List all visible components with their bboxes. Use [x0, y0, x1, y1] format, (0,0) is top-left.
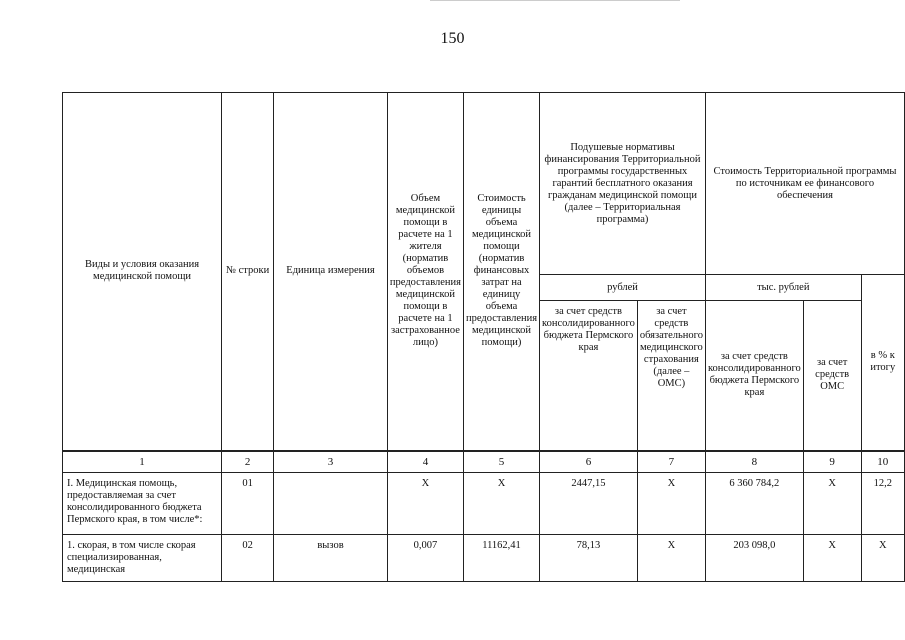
row-nomer: 01	[222, 473, 274, 535]
column-number: 2	[222, 451, 274, 473]
financing-table	[62, 92, 905, 582]
row-edinica	[274, 473, 388, 535]
column-numbers-row	[63, 451, 905, 473]
header-obem: Объем медицинской помощи в расчете на 1 жителя (норматив объемов предоставления медицинской помощи в расчете на 1 застрахованное лицо)	[387, 93, 463, 451]
column-number: 5	[463, 451, 539, 473]
column-number: 9	[803, 451, 861, 473]
row-byudzhet-rub: 78,13	[540, 535, 638, 582]
column-number: 8	[705, 451, 803, 473]
column-number: 6	[540, 451, 638, 473]
row-byudzhet-tys: 6 360 784,2	[705, 473, 803, 535]
header-stoimost-tp: Стоимость Территориальной программы по источникам ее финансового обеспечения	[705, 93, 904, 275]
column-number: 4	[387, 451, 463, 473]
header-vid: Виды и условия оказания медицинской помощи	[63, 93, 222, 451]
row-obem: 0,007	[387, 535, 463, 582]
header-konsol-byudzhet: за счет средств консолидированного бюджета Пермского края	[540, 301, 638, 451]
row-byudzhet-rub: 2447,15	[540, 473, 638, 535]
row-vid: I. Медицинская помощь, предоставляемая за счет консолидированного бюджета Пермского края, в том числе*:	[63, 473, 222, 535]
column-number: 3	[274, 451, 388, 473]
header-rubley: рублей	[540, 275, 706, 301]
row-oms-rub: Х	[637, 535, 705, 582]
column-number: 1	[63, 451, 222, 473]
row-oms-tys: Х	[803, 535, 861, 582]
page-number: 150	[440, 30, 465, 47]
column-number: 10	[861, 451, 904, 473]
row-obem: Х	[387, 473, 463, 535]
header-stoimost: Стоимость единицы объема медицинской помощи (норматив финансовых затрат на единицу объема предоставления медицинской помощи)	[463, 93, 539, 451]
table-row	[63, 535, 905, 582]
header-edinica: Единица измерения	[274, 93, 388, 451]
row-percent: 12,2	[861, 473, 904, 535]
table-row	[63, 473, 905, 535]
header-podushevye: Подушевые нормативы финансирования Территориальной программы государственных гарантий бесплатного оказания гражданам медицинской помощи (далее – Территориальная программа)	[540, 93, 706, 275]
row-stoimost: 11162,41	[463, 535, 539, 582]
header-oms: за счет средств ОМС	[803, 301, 861, 451]
row-byudzhet-tys: 203 098,0	[705, 535, 803, 582]
header-percent: в % к итогу	[861, 275, 904, 451]
scan-edge-line	[430, 0, 680, 1]
row-vid: 1. скорая, в том числе скорая специализированная, медицинская	[63, 535, 222, 582]
header-konsol-byudzhet-2: за счет средств консолидированного бюджета Пермского края	[705, 301, 803, 451]
row-edinica: вызов	[274, 535, 388, 582]
header-tys-rubley: тыс. рублей	[705, 275, 861, 301]
header-oms-full: за счет средств обязательного медицинского страхования (далее – ОМС)	[637, 301, 705, 451]
row-percent: Х	[861, 535, 904, 582]
row-oms-rub: Х	[637, 473, 705, 535]
column-number: 7	[637, 451, 705, 473]
header-nomer: № строки	[222, 93, 274, 451]
row-oms-tys: Х	[803, 473, 861, 535]
financing-table-wrapper	[62, 92, 905, 582]
row-nomer: 02	[222, 535, 274, 582]
row-stoimost: Х	[463, 473, 539, 535]
